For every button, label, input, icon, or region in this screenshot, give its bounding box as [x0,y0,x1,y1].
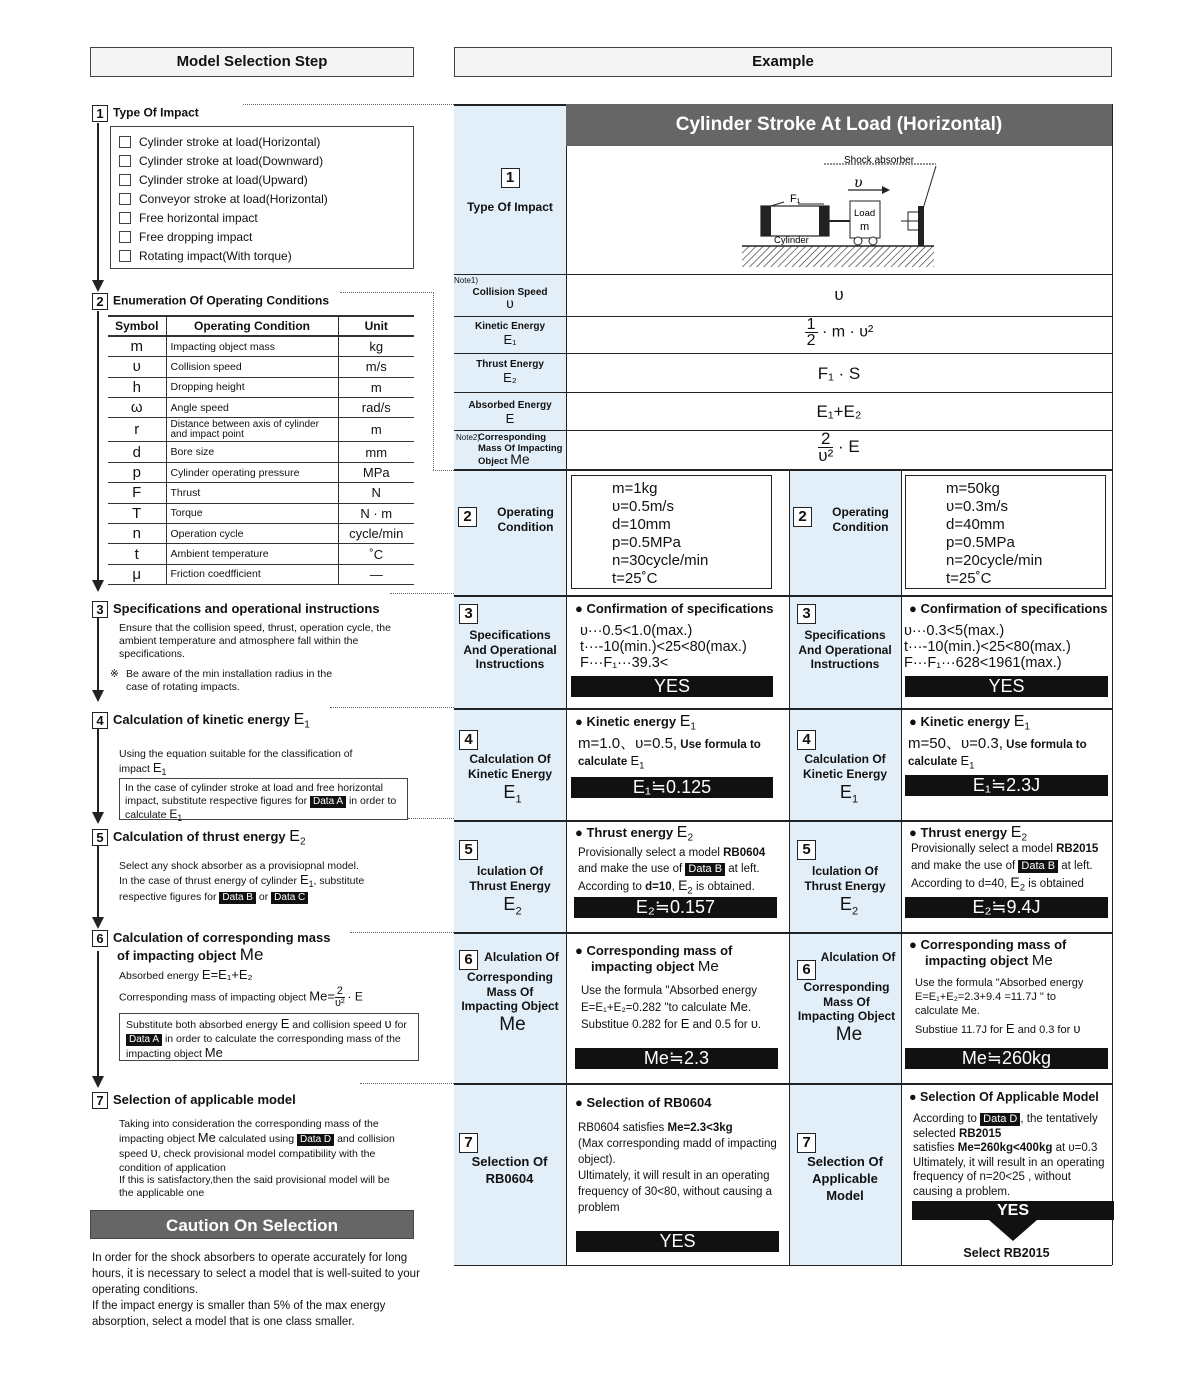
step3-title: 3 Specifications and operational instructions [92,601,380,618]
absorbed-energy-line: Absorbed energy E=E₁+E₂ [119,967,253,982]
symbol-cell: r [108,418,166,442]
flow-arrow-head [92,812,104,824]
flow-arrow [97,311,99,583]
corr-text-a: Use the formula "Absorbed energy E=E₁+E₂=0.282 "to calculate Me. Substitue 0.282 for E and 0.5 for υ. [581,985,762,1031]
condition-row [108,398,414,418]
flow-arrow-head [92,917,104,929]
option-free-horizontal[interactable]: Free horizontal impact [119,208,413,227]
spec-label-b: 3 Specifications And Operational Instructions [798,605,892,671]
connector-line [408,818,454,819]
step7-text-2: If this is satisfactory,then the said provisional model will be the applicable one [119,1174,390,1199]
symbol-cell: t [108,544,166,564]
condition-cell: Cylinder operating pressure [166,462,338,482]
conf-heading-b: ● Confirmation of specifications [909,601,1108,616]
kin-result-a: E₁≒0.125 [571,777,773,798]
spec-label-a: 3 Specifications And Operational Instructions [454,604,566,672]
flow-arrow [97,845,99,921]
operating-label-b: 2 Operating Condition [793,505,901,534]
condition-row [108,503,414,523]
condition-cell: Operation cycle [166,524,338,544]
unit-cell: ˚C [338,544,414,564]
corr-result-b: Me≒260kg [905,1048,1108,1069]
symbol-cell: μ [108,564,166,584]
flow-arrow [97,951,99,1078]
load-label: Load [854,208,876,219]
connector-line [340,292,434,293]
collision-speed-label: Collision Speed υ [472,287,548,311]
shock-absorber-label: Shock absorber [844,155,915,166]
connector-line [330,707,454,708]
absorbed-formula: E₁+E₂ [816,402,862,421]
yes-bar-sel-b: YES [912,1201,1114,1220]
unit-cell: m/s [338,357,414,377]
connector-line [433,292,434,470]
step7-title: 7 Selection of applicable model [92,1092,296,1109]
kin-text-b: m=50、υ=0.3, Use formula to calculate $E_1$ [908,735,1087,772]
step6-note-box: Substitute both absorbed energy E and collision speed υ for Data A in order to calculate the corresponding mass of the impacting object Me [119,1013,419,1061]
condition-cell: Distance between axis of cylinder and impact point [166,418,338,442]
kinetic-energy-label: Kinetic Energy E₁ [474,321,546,347]
condition-cell: Impacting object mass [166,336,338,356]
thr-label-a: 5 lculation Of Thrust Energy $E_2$ [454,840,566,919]
sel-text-a: RB0604 satisfies Me=2.3<3kg (Max corresponding madd of impacting object). Ultimately, it will result in an operating frequency of 30<80, without causing a problem [578,1122,777,1214]
thr-heading-b: ● Thrust energy $E_2$ [909,824,1028,844]
conf-heading-a: ● Confirmation of specifications [575,601,774,616]
unit-cell: cycle/min [338,524,414,544]
f1-label: F₁ [790,193,801,205]
cylinder-label: Cylinder [774,235,809,246]
sel-heading-a: ● Selection of RB0604 [575,1095,712,1110]
kin-result-b: E₁≒2.3J [905,775,1108,796]
option-upward[interactable]: Cylinder stroke at load(Upward) [119,170,413,189]
flow-arrow-head [92,280,104,292]
condition-cell: Thrust [166,483,338,503]
connector-line [390,593,454,594]
option-conveyor[interactable]: Conveyor stroke at load(Horizontal) [119,189,413,208]
option-free-dropping[interactable]: Free dropping impact [119,227,413,246]
kin-heading-b: ● Kinetic energy $E_1$ [909,713,1030,733]
condition-row [108,377,414,397]
condition-row [108,357,414,377]
unit-cell: MPa [338,462,414,482]
corr-heading-b: ● Corresponding mass of impacting object Me [909,937,1067,969]
impact-type-list [110,126,414,269]
connector-line [433,470,454,471]
step5-text: Select any shock absorber as a provisiopnal model. In the case of thrust energy of cylinder $E_1$, substitute respective figures for Data B or Data C [119,860,365,904]
sel-heading-b: ● Selection Of Applicable Model [909,1090,1099,1104]
spec-values-b: υ···0.3<5(max.) t···-10(min.)<25<80(max.) F···F₁···628<1961(max.) [904,623,1071,671]
yes-bar-sel-a: YES [576,1231,779,1252]
condition-row [108,442,414,462]
connector-line [350,932,454,933]
caution-title: Caution On Selection [90,1210,414,1239]
type-of-impact-label: 1 Type Of Impact [467,169,553,214]
example-title: Cylinder Stroke At Load (Horizontal) [566,104,1112,146]
condition-cell: Friction coedfficient [166,564,338,584]
flow-arrow [97,618,99,694]
symbol-cell: υ [108,357,166,377]
caution-text: In order for the shock absorbers to operate accurately for long hours, it is necessary to select a model that is well-suited to your operating conditions. If the impact energy is smaller than 5% of the max energy absorption, select a model that is one class smaller. [92,1252,420,1328]
yes-bar-a: YES [571,676,773,697]
condition-row [108,462,414,482]
step4-note-box: In the case of cylinder stroke at load and free horizontal impact, substitute respective figures for Data A in order to calculate $E_1$ [119,778,408,820]
sel-text-b: According to Data D , the tentatively selected RB2015 satisfies Me=260kg<400kg at υ=0.3 Ultimately, it will result in an operating frequency of n=20<25 , without causing a problem. [913,1113,1105,1198]
kin-label-a: 4 Calculation Of Kinetic Energy $E_1$ [454,730,566,807]
sel-label-b: 7 Selection Of Applicable Model [789,1133,901,1204]
conditions-box-a: m=1kg υ=0.5m/s d=10mm p=0.5MPa n=30cycle/min t=25˚C [571,475,772,589]
final-selection: Select RB2015 [963,1246,1050,1260]
corr-label-b: 6 Alculation Of Corresponding Mass Of Impacting Object Me [797,950,896,1045]
thr-text-a: Provisionally select a model RB0604 and make the use of Data B at left. According to d=10, $E_2$ is obtained. [578,847,766,897]
condition-cell: Torque [166,503,338,523]
condition-cell: Collision speed [166,357,338,377]
left-header: Model Selection Step [90,47,414,77]
symbol-cell: m [108,336,166,356]
cylinder-diagram [566,146,1112,274]
kin-text-a: m=1.0、υ=0.5, Use formula to calculate $E_1$ [578,735,761,772]
condition-cell: Dropping height [166,377,338,397]
kinetic-formula: $\frac{1}{2}$ · m · υ² [806,316,874,349]
option-rotating[interactable]: Rotating impact(With torque) [119,246,413,265]
corr-result-a: Me≒2.3 [575,1048,778,1069]
thrust-formula: F₁ · S [817,364,861,383]
symbol-cell: p [108,462,166,482]
me-formula: $\frac{2}{\text{υ²}}$ · E [818,429,860,465]
flow-arrow [97,123,99,283]
step6-title: 6 Calculation of corresponding mass of impacting object Me [92,930,330,963]
thr-heading-a: ● Thrust energy $E_2$ [575,824,694,844]
kin-heading-a: ● Kinetic energy $E_1$ [575,713,696,733]
unit-cell: — [338,564,414,584]
unit-cell: rad/s [338,398,414,418]
flow-arrow-head [92,1076,104,1088]
corr-label-a: 6 Alculation Of Corresponding Mass Of Impacting Object Me [454,950,566,1032]
unit-cell: N [338,483,414,503]
thr-result-b: E₂≒9.4J [905,897,1108,918]
condition-row [108,483,414,503]
operating-conditions-table: Symbol Operating Condition Unit m Impacting object mass kg υ Collision speed m/s h Dropping height m ω Angle speed rad/s r Distance between axis of cylinder and impact point m d Bore size mm p Cylinder operating pressure MPa F Thrust N T Torque N · m n Operation cycle cycle/min t Ambient temperature ˚C μ Friction coedfficient — [108,315,414,585]
symbol-cell: ω [108,398,166,418]
condition-row [108,418,414,442]
symbol-cell: h [108,377,166,397]
corr-text-b: Use the formula "Absorbed energy E=E₁+E₂=2.3+9.4 =11.7J " to calculate Me. Substiue 11.7J for E and 0.3 for υ [915,977,1084,1036]
thrust-energy-label: Thrust Energy E₂ [476,359,544,385]
flow-arrow-head [92,580,104,592]
flow-arrow-head [92,690,104,702]
condition-cell: Angle speed [166,398,338,418]
condition-row [108,524,414,544]
symbol-cell: d [108,442,166,462]
unit-cell: m [338,377,414,397]
step3-note: Be aware of the min installation radius in the case of rotating impacts. [126,668,333,693]
yes-bar-b: YES [905,676,1108,697]
unit-cell: mm [338,442,414,462]
corresponding-mass-line: Corresponding mass of impacting object Me= $\frac{2}{\text{υ²}}$ · E [119,985,363,1009]
option-horizontal[interactable]: Cylinder stroke at load(Horizontal) [119,132,413,151]
sel-label-a: 7 Selection Of RB0604 [454,1133,566,1187]
corresponding-mass-label: Corresponding Mass Of Impacting Object Me [478,432,563,467]
condition-row [108,336,414,356]
thr-label-b: 5 lculation Of Thrust Energy $E_2$ [789,840,901,919]
note-mark: ※ [110,668,119,680]
spec-values-a: υ···0.5<1.0(max.) t···-10(min.)<25<80(max.) F···F₁···39.3< [580,623,747,671]
unit-cell: N · m [338,503,414,523]
condition-row [108,544,414,564]
connector-line [243,104,454,105]
symbol-cell: F [108,483,166,503]
step4-text: Using the equation suitable for the classification of impact $E_1$ [119,748,353,778]
operating-label-a: 2 Operating Condition [458,505,566,534]
note2: Note2) [456,433,481,442]
right-header: Example [454,47,1112,77]
note1: Note1) [454,276,479,285]
mass-label: m [860,221,870,233]
unit-cell: kg [338,336,414,356]
connector-line [360,1083,454,1084]
condition-cell: Bore size [166,442,338,462]
symbol-cell: n [108,524,166,544]
kin-label-b: 4 Calculation Of Kinetic Energy $E_1$ [789,730,901,807]
step2-title: 2 Enumeration Of Operating Conditions [92,293,329,310]
symbol-cell: T [108,503,166,523]
down-arrow-icon [989,1220,1037,1241]
step1-title: 1 Type Of Impact [92,105,199,122]
absorbed-energy-label: Absorbed Energy E [468,400,552,426]
velocity-label: υ [854,175,863,191]
step4-title: 4 Calculation of kinetic energy $E_1$ [92,711,310,731]
step5-title: 5 Calculation of thrust energy $E_2$ [92,828,306,848]
thr-text-b: Provisionally select a model RB2015 and make the use of Data B at left. According to d=40, $E_2$ is obtained [911,843,1099,894]
flow-arrow [97,728,99,816]
condition-row [108,564,414,584]
corr-heading-a: ● Corresponding mass of impacting object Me [575,943,733,975]
step7-text: Taking into consideration the corresponding mass of the impacting object Me calculated using Data D and collision speed υ, check provisional model compatibility with the condition of application [119,1118,395,1174]
step3-text: Ensure that the collision speed, thrust, operation cycle, the ambient temperature and atmosphere fall within the specifications. [119,622,391,660]
collision-formula: υ [834,285,844,304]
thr-result-a: E₂≒0.157 [574,897,777,918]
conditions-box-b: m=50kg υ=0.3m/s d=40mm p=0.5MPa n=20cycle/min t=25˚C [905,475,1106,589]
option-downward[interactable]: Cylinder stroke at load(Downward) [119,151,413,170]
condition-cell: Ambient temperature [166,544,338,564]
unit-cell: m [338,418,414,442]
